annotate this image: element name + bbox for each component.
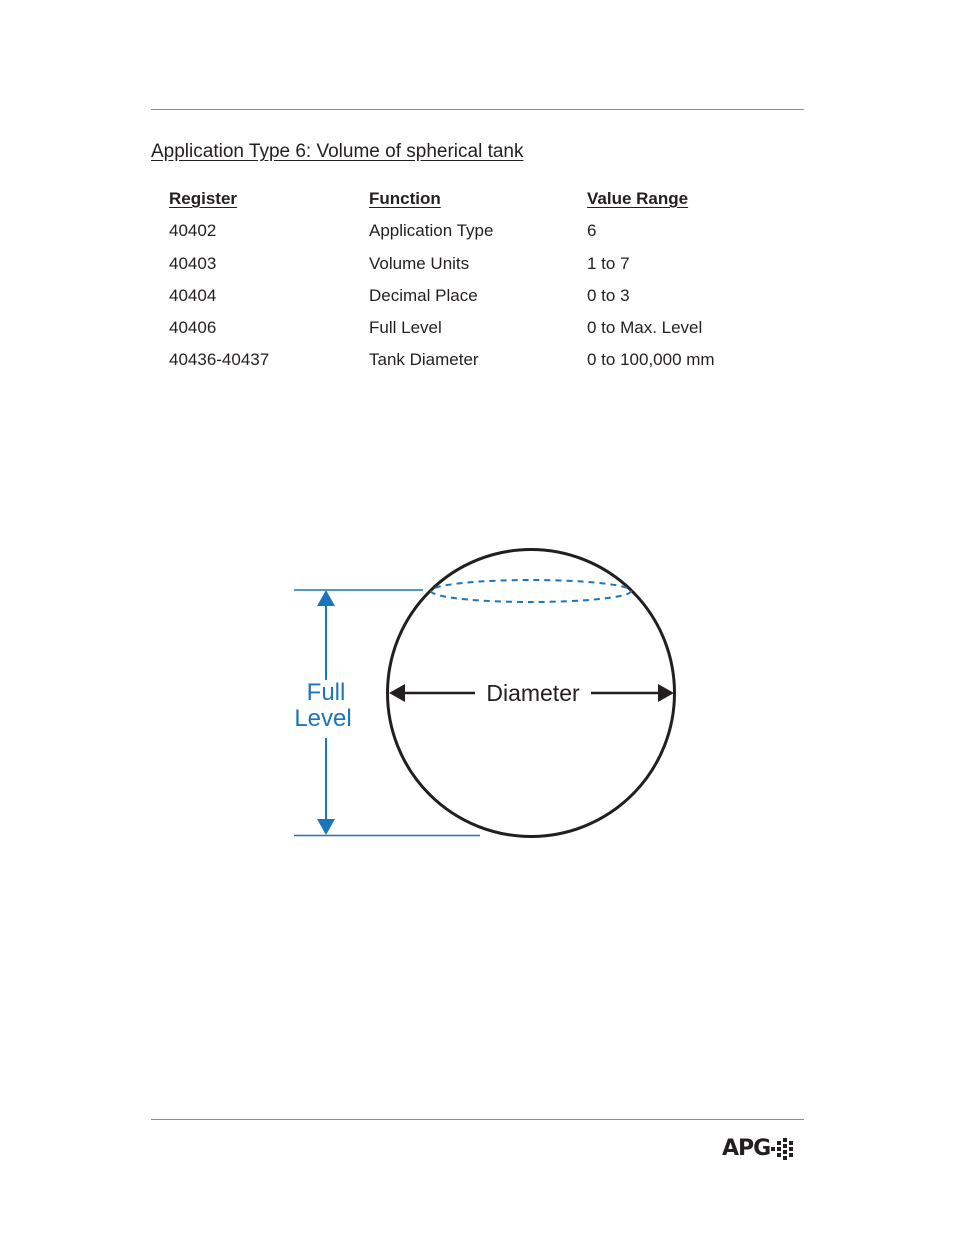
function-cell: Decimal Place: [369, 285, 478, 305]
table-row: [169, 284, 769, 316]
full-level-surface-ellipse: [431, 580, 631, 602]
table-row: [169, 252, 769, 284]
header-divider: [151, 109, 804, 110]
full-level-label-line1: Full: [306, 679, 346, 706]
tank-sphere-outline: [388, 550, 675, 837]
table-header-row: [169, 187, 769, 219]
function-cell: Tank Diameter: [369, 350, 479, 370]
register-cell: 40402: [169, 221, 217, 241]
diameter-label: Diameter: [486, 680, 580, 706]
table-row: [169, 348, 769, 380]
full-level-arrowhead-up: [317, 590, 335, 606]
value-range-cell: 0 to 3: [587, 285, 630, 305]
function-cell: Full Level: [369, 318, 442, 338]
register-cell: 40404: [169, 285, 217, 305]
table-row: [169, 316, 769, 348]
footer-divider: [151, 1119, 804, 1120]
register-cell: 40436-40437: [169, 350, 270, 370]
apg-grid-icon: [771, 1138, 793, 1160]
register-table: [169, 187, 769, 381]
table-row: [169, 219, 769, 251]
header-register: Register: [169, 189, 238, 208]
full-level-label-line2: Level: [294, 705, 352, 732]
register-cell: 40406: [169, 318, 217, 338]
value-range-cell: 0 to Max. Level: [587, 318, 703, 338]
full-level-arrowhead-down: [317, 819, 335, 835]
header-value-range: Value Range: [587, 189, 689, 208]
value-range-cell: 0 to 100,000 mm: [587, 350, 715, 370]
register-cell: 40403: [169, 253, 217, 273]
function-cell: Volume Units: [369, 253, 470, 273]
function-cell: Application Type: [369, 221, 494, 241]
diameter-arrowhead-right: [658, 684, 674, 702]
header-function: Function: [369, 189, 441, 208]
section-title: Application Type 6: Volume of spherical tank: [151, 141, 524, 162]
logo-text: APG: [722, 1136, 771, 1161]
diameter-arrowhead-left: [389, 684, 405, 702]
value-range-cell: 1 to 7: [587, 253, 630, 273]
apg-logo: [722, 1136, 793, 1161]
value-range-cell: 6: [587, 221, 597, 241]
